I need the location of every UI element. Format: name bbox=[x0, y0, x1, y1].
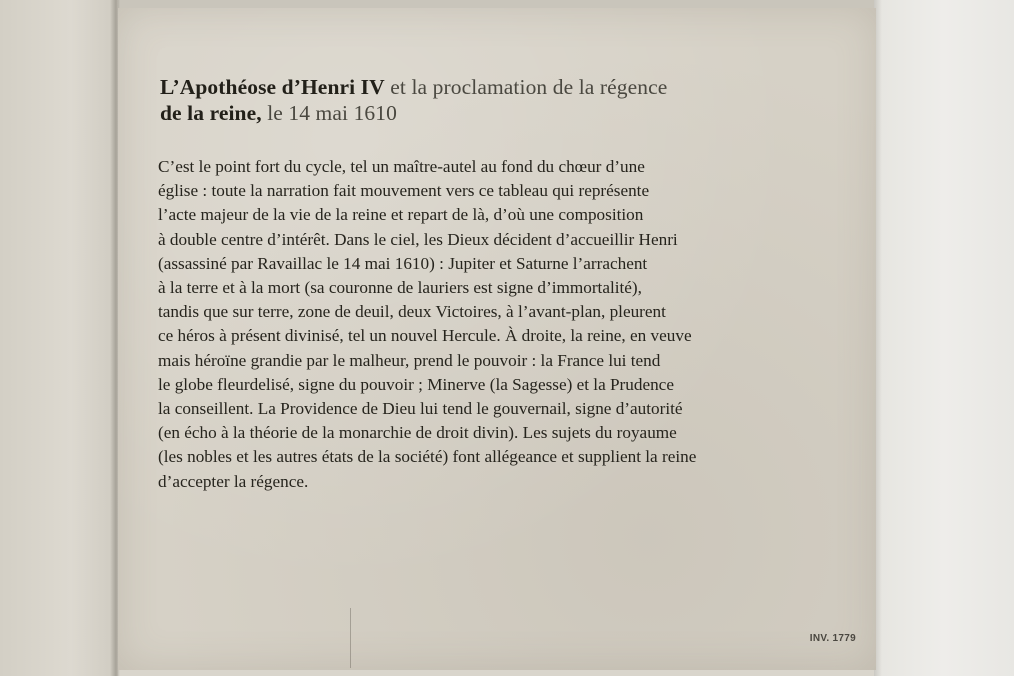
body-line: tandis que sur terre, zone de deuil, deux Victoires, à l’avant-plan, pleurent bbox=[158, 302, 666, 322]
body-line: la conseillent. La Providence de Dieu lui tend le gouvernail, signe d’autorité bbox=[158, 399, 683, 419]
body-line: ce héros à présent divinisé, tel un nouvel Hercule. À droite, la reine, en veuve bbox=[158, 326, 692, 346]
wall-left bbox=[0, 0, 118, 676]
title-line-1 bbox=[160, 74, 860, 100]
body-line: à la terre et à la mort (sa couronne de lauriers est signe d’immortalité), bbox=[158, 278, 642, 298]
wall-right bbox=[874, 0, 1014, 676]
body-line: (en écho à la théorie de la monarchie de droit divin). Les sujets du royaume bbox=[158, 423, 677, 443]
title-line-2-bold: de la reine, bbox=[160, 101, 262, 125]
body-line: l’acte majeur de la vie de la reine et repart de là, d’où une composition bbox=[158, 205, 644, 225]
museum-placard bbox=[118, 8, 876, 670]
surface-scratch bbox=[350, 608, 351, 668]
inventory-number: INV. 1779 bbox=[809, 633, 856, 644]
placard-title bbox=[160, 74, 860, 126]
body-line: (assassiné par Ravaillac le 14 mai 1610) : Jupiter et Saturne l’arrachent bbox=[158, 253, 648, 273]
title-line-2-rest: le 14 mai 1610 bbox=[261, 101, 397, 125]
title-line-1-rest: et la proclamation de la régence bbox=[384, 75, 668, 99]
body-line: mais héroïne grandie par le malheur, prend le pouvoir : la France lui tend bbox=[158, 350, 661, 370]
placard-body bbox=[158, 155, 868, 494]
body-line: C’est le point fort du cycle, tel un maître-autel au fond du chœur d’une bbox=[158, 157, 645, 176]
title-line-1-bold: L’Apothéose d’Henri IV bbox=[160, 75, 385, 99]
body-line: le globe fleurdelisé, signe du pouvoir ; Minerve (la Sagesse) et la Prudence bbox=[158, 374, 674, 394]
body-line: à double centre d’intérêt. Dans le ciel, les Dieux décident d’accueillir Henri bbox=[158, 229, 678, 249]
body-line: d’accepter la régence. bbox=[158, 471, 309, 491]
wall-top bbox=[0, 0, 1014, 8]
body-line: église : toute la narration fait mouvement vers ce tableau qui représente bbox=[158, 181, 650, 201]
title-line-2 bbox=[160, 100, 860, 126]
body-line: (les nobles et les autres états de la société) font allégeance et supplient la reine bbox=[158, 447, 697, 467]
